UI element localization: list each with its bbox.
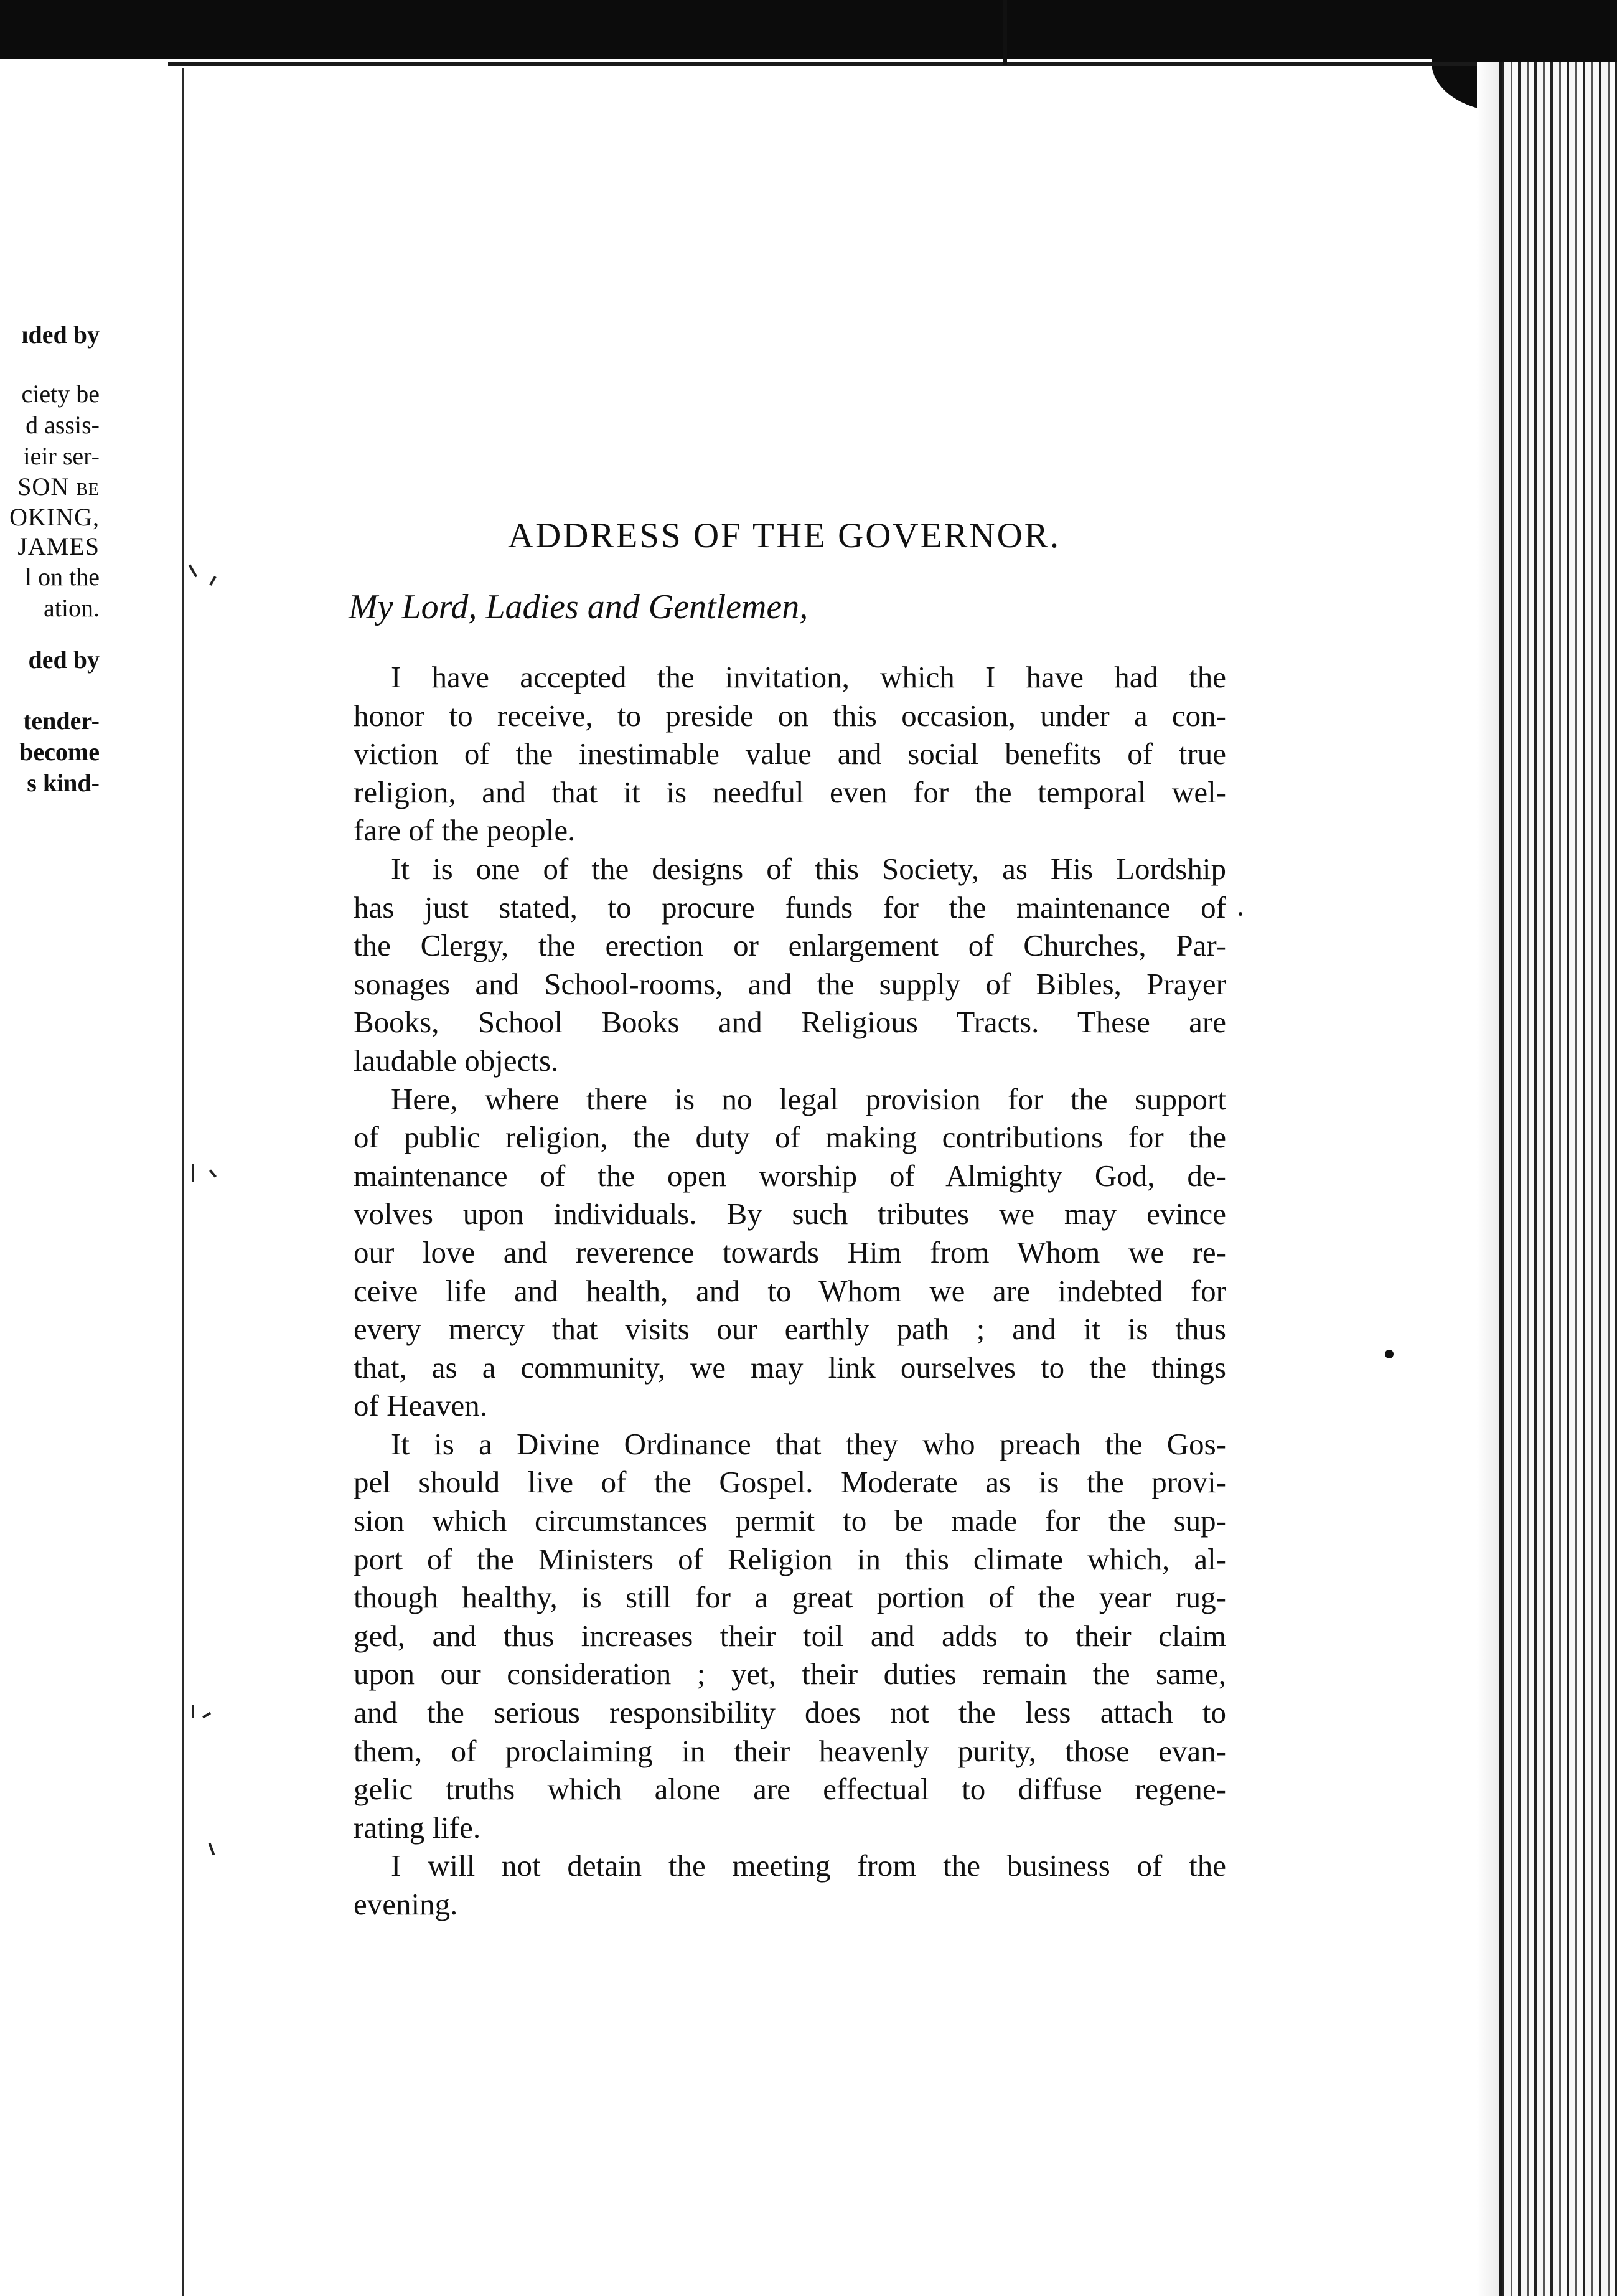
scan-speck	[209, 1843, 215, 1855]
fragment-line: SON be	[17, 473, 100, 501]
text-line: ceive life and health, and to Whom we are indebted for	[354, 1273, 1226, 1308]
text-line: gelic truths which alone are effectual to diffuse regene-	[354, 1772, 1226, 1807]
text-line: them, of proclaiming in their heavenly purity, those evan-	[354, 1733, 1226, 1768]
fragment-line: tender-	[23, 707, 100, 735]
text-line: that, as a community, we may link ourselves to the things	[354, 1350, 1226, 1385]
text-line: It is a Divine Ordinance that they who preach the Gos-	[391, 1426, 1226, 1461]
text-line: port of the Ministers of Religion in this climate which, al-	[354, 1541, 1226, 1576]
text-line: sonages and School-rooms, and the supply of Bibles, Prayer	[354, 966, 1226, 1001]
scan-speck	[202, 1712, 211, 1718]
text-line: every mercy that visits our earthly path ; and it is thus	[354, 1312, 1226, 1347]
scan-speck	[189, 564, 197, 577]
scan-speck	[1385, 1350, 1394, 1358]
text-line: rating life.	[354, 1810, 481, 1845]
page-curl-shadow	[1477, 62, 1502, 2296]
page-title: ADDRESS OF THE GOVERNOR.	[507, 516, 1061, 555]
scan-speck	[1239, 912, 1242, 916]
text-line: I will not detain the meeting from the business of the	[391, 1848, 1226, 1883]
fragment-line: ıded by	[21, 321, 100, 349]
text-line: fare of the people.	[354, 813, 576, 848]
text-line: Here, where there is no legal provision for the support	[391, 1081, 1226, 1116]
scan-speck	[192, 1164, 194, 1182]
fragment-line: ation.	[44, 594, 100, 622]
scan-speck	[192, 1705, 194, 1718]
text-line: laudable objects.	[354, 1043, 559, 1078]
text-line: evening.	[354, 1887, 458, 1921]
text-line: Books, School Books and Religious Tracts. These are	[354, 1005, 1226, 1040]
fragment-line: OKING,	[9, 503, 100, 531]
text-line: pel should live of the Gospel. Moderate as is the provi-	[354, 1465, 1226, 1500]
text-line: volves upon individuals. By such tributes we may evince	[354, 1197, 1226, 1231]
fragment-line: l on the	[25, 563, 100, 591]
stacked-page-edges	[1499, 62, 1617, 2296]
fragment-line: become	[19, 738, 100, 766]
text-line: upon our consideration ; yet, their duties remain the same,	[354, 1657, 1226, 1691]
top-ink-mark	[1003, 0, 1007, 65]
scan-speck	[209, 576, 216, 586]
text-line: of Heaven.	[354, 1388, 487, 1423]
address-body	[354, 658, 1226, 1924]
text-line: though healthy, is still for a great portion of the year rug-	[354, 1580, 1226, 1615]
text-line: honor to receive, to preside on this occasion, under a con-	[354, 698, 1226, 733]
fragment-line: ieir ser-	[23, 442, 100, 470]
text-line: religion, and that it is needful even for the temporal wel-	[354, 774, 1226, 809]
fragment-line: s kind-	[27, 769, 100, 797]
fragment-line: ciety be	[21, 380, 100, 408]
text-line: I have accepted the invitation, which I have had the	[391, 660, 1226, 694]
text-line: sion which circumstances permit to be made for the sup-	[354, 1503, 1226, 1538]
text-line: ged, and thus increases their toil and adds to their claim	[354, 1618, 1226, 1653]
page-top-rule	[168, 62, 1488, 66]
fragment-line: ded by	[28, 646, 100, 674]
salutation: My Lord, Ladies and Gentlemen,	[349, 588, 809, 626]
text-line: the Clergy, the erection or enlargement of Churches, Par-	[354, 928, 1226, 963]
fragment-line: d assis-	[26, 411, 100, 439]
text-line: and the serious responsibility does not the less attach to	[354, 1695, 1226, 1730]
text-line: It is one of the designs of this Society, as His Lordship	[391, 851, 1226, 886]
book-gutter-line	[182, 68, 184, 2296]
fragment-line: JAMES	[17, 532, 100, 560]
text-line: has just stated, to procure funds for the maintenance of	[354, 890, 1226, 925]
scan-top-band	[0, 0, 1617, 59]
scan-speck	[209, 1169, 217, 1177]
text-line: of public religion, the duty of making contributions for the	[354, 1120, 1226, 1155]
text-line: viction of the inestimable value and social benefits of true	[354, 736, 1226, 771]
text-line: maintenance of the open worship of Almighty God, de-	[354, 1158, 1226, 1193]
text-line: our love and reverence towards Him from Whom we re-	[354, 1235, 1226, 1269]
